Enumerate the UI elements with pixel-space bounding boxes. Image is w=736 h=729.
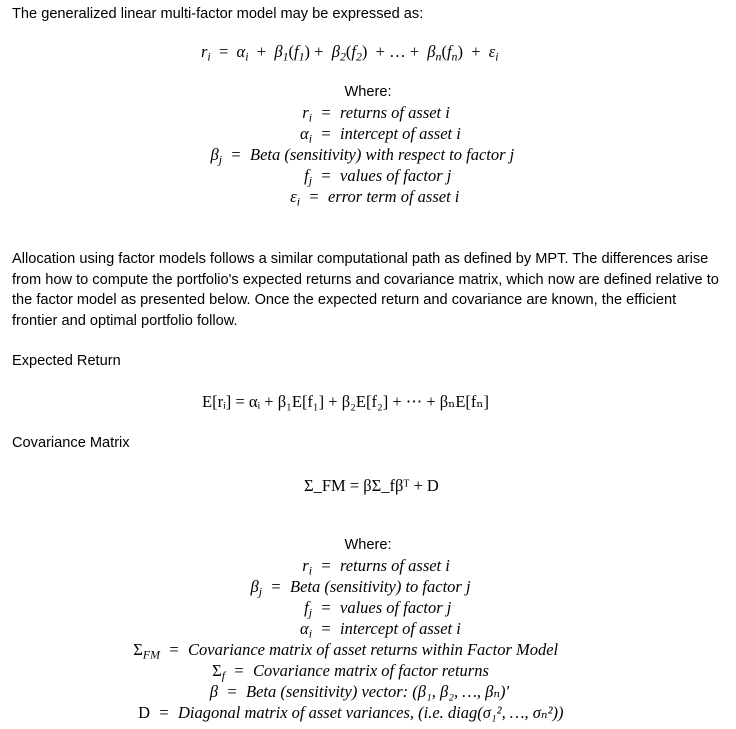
definition-symbol: $\alpha_i$: [300, 619, 312, 641]
equals-sign: =: [309, 187, 319, 206]
definition-text: Beta (sensitivity) to factor j: [290, 577, 471, 596]
definition-text: values of factor j: [340, 166, 452, 185]
definition-row: [0, 187, 459, 207]
definition-symbol: $\alpha_i$: [300, 124, 312, 146]
definition-row: [0, 598, 451, 618]
definition-row: [0, 145, 514, 165]
definition-symbol: D: [138, 703, 150, 722]
equals-sign: =: [271, 577, 281, 596]
definition-text: intercept of asset i: [340, 124, 461, 143]
definition-symbol: $f_j$: [304, 166, 312, 188]
definition-text: Beta (sensitivity) vector: (β₁, β₂, …, βₙ)′: [246, 682, 510, 701]
definition-row: [0, 703, 564, 723]
definition-symbol: $\varepsilon_i$: [290, 187, 300, 209]
definition-row: [0, 103, 450, 123]
equals-sign: =: [234, 661, 244, 680]
equals-sign: =: [321, 166, 331, 185]
definition-text: intercept of asset i: [340, 619, 461, 638]
definition-row: [0, 577, 471, 597]
eq-lhs: $r_i$: [201, 42, 211, 64]
definition-symbol: β: [209, 682, 218, 701]
definition-row: [0, 640, 558, 660]
equals-sign: =: [159, 703, 169, 722]
definition-text: values of factor j: [340, 598, 452, 617]
equals-sign: =: [321, 598, 331, 617]
definition-text: Beta (sensitivity) with respect to factor j: [250, 145, 515, 164]
definition-row: [0, 661, 489, 681]
definition-text: Covariance matrix of asset returns within Factor Model: [188, 640, 559, 659]
body-paragraph: Allocation using factor models follows a similar computational path as defined by MPT. The differences arise from how to compute the portfolio's expected returns and covariance matrix, which now are defined relative to the factor model as presented below. Once the expected return and covariance are known, the efficient frontier and optimal portfolio follow.: [12, 251, 719, 329]
expected-return-equation: E[rᵢ] = αᵢ + β₁E[f₁] + β₂E[f₂] + ⋯ + βₙE[fₙ]: [202, 392, 490, 411]
definition-symbol: $\Sigma_f$: [212, 661, 225, 683]
equals-sign: =: [321, 103, 331, 122]
equals-sign: =: [169, 640, 179, 659]
definition-row: [0, 619, 461, 639]
equals-sign: =: [321, 619, 331, 638]
definition-symbol: $\beta_j$: [210, 145, 222, 167]
where-label-2: Where:: [344, 537, 392, 553]
where-label-1: Where:: [344, 84, 392, 100]
definition-row: [0, 682, 509, 702]
definition-symbol: $r_i$: [302, 556, 312, 578]
intro-text: The generalized linear multi-factor model may be expressed as:: [12, 6, 424, 22]
definition-row: [0, 124, 461, 144]
equals-sign: =: [227, 682, 237, 701]
covariance-heading: Covariance Matrix: [12, 435, 130, 451]
expected-return-heading: Expected Return: [12, 353, 121, 369]
definition-text: Diagonal matrix of asset variances, (i.e. diag(σ₁², …, σₙ²)): [178, 703, 564, 722]
definition-symbol: $\beta_j$: [250, 577, 262, 599]
definition-row: [0, 166, 451, 186]
equals-sign: =: [231, 145, 241, 164]
definition-text: error term of asset i: [328, 187, 460, 206]
definition-text: returns of asset i: [340, 103, 450, 122]
definition-symbol: $\Sigma_{FM}$: [133, 640, 160, 662]
definition-symbol: $r_i$: [302, 103, 312, 125]
equals-sign: =: [321, 124, 331, 143]
definition-text: Covariance matrix of factor returns: [253, 661, 489, 680]
covariance-equation: Σ_FM = βΣ_fβᵀ + D: [304, 476, 439, 495]
definition-row: [0, 556, 450, 576]
definition-text: returns of asset i: [340, 556, 450, 575]
model-equation: $r_i = \alpha_i + \beta_1(f_1) + \beta_2(f_2)$ + … + $\beta_n(f_n) + \varepsilon_i$: [201, 42, 499, 64]
definition-symbol: $f_j$: [304, 598, 312, 620]
equals-sign: =: [321, 556, 331, 575]
